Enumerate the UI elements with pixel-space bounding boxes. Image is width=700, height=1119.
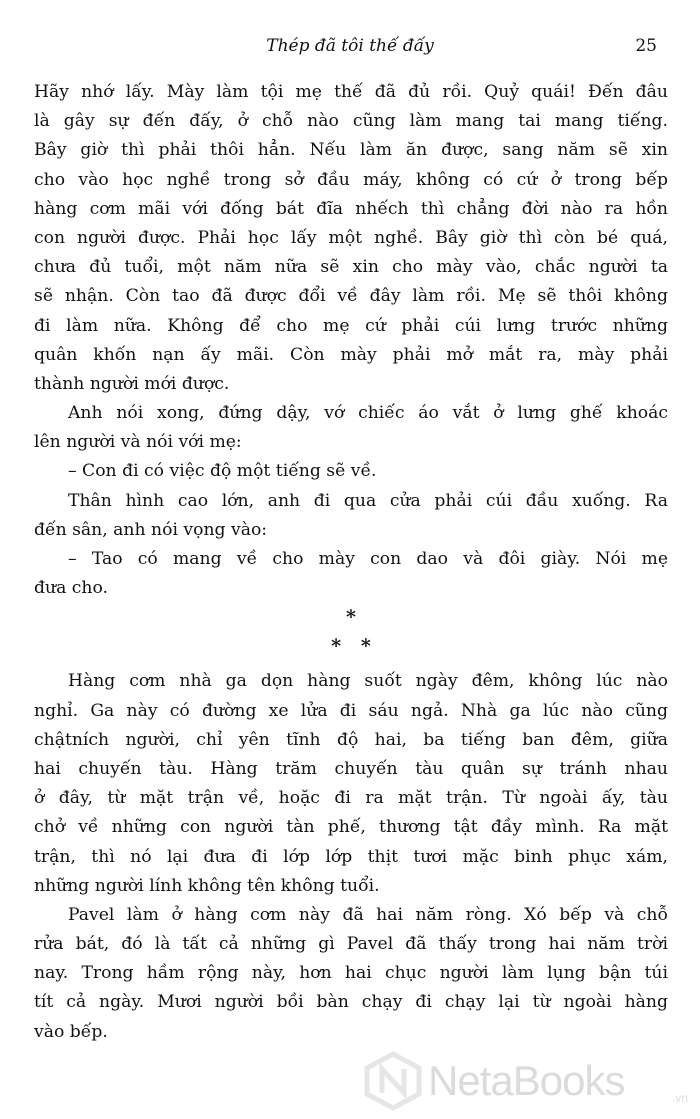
text-line: đưa cho. bbox=[34, 578, 108, 599]
text-line: vào bếp. bbox=[34, 1021, 108, 1042]
paragraph-3 bbox=[34, 487, 668, 545]
text-line: đi làm nữa. Không để cho mẹ cứ phải cúi lưng trước những bbox=[34, 315, 668, 336]
separator-asterisk-top: * bbox=[346, 606, 356, 629]
text-line: những người lính không tên không tuổi. bbox=[34, 875, 380, 896]
text-line: – Con đi có việc độ một tiếng sẽ về. bbox=[68, 461, 377, 482]
text-line: lên người và nói với mẹ: bbox=[34, 432, 242, 453]
page-number: 25 bbox=[635, 36, 657, 56]
text-line: Anh nói xong, đứng dậy, vớ chiếc áo vắt ở lưng ghế khoác bbox=[68, 403, 668, 424]
text-line: ở đây, từ mặt trận về, hoặc đi ra mặt trận. Từ ngoài ấy, tàu bbox=[34, 788, 668, 809]
dialogue-line-2 bbox=[34, 545, 668, 603]
text-line: chở về những con người tàn phế, thương tật đầy mình. Ra mặt bbox=[34, 817, 668, 838]
paragraph-1 bbox=[34, 78, 668, 399]
text-line: con người được. Phải học lấy một nghề. Bây giờ thì còn bé quá, bbox=[34, 227, 668, 248]
text-line: Pavel làm ở hàng cơm này đã hai năm ròng. Xó bếp và chỗ bbox=[68, 904, 668, 925]
text-line: – Tao có mang về cho mày con dao và đôi giày. Nói mẹ bbox=[68, 549, 668, 569]
watermark-brand: NetaBooks bbox=[428, 1057, 625, 1104]
text-line: đến sân, anh nói vọng vào: bbox=[34, 519, 268, 540]
running-title: Thép đã tôi thế đấy bbox=[266, 36, 434, 56]
text-line: chưa đủ tuổi, một năm nữa sẽ xin cho mày vào, chắc người ta bbox=[34, 257, 668, 278]
text-line: rửa bát, đó là tất cả những gì Pavel đã thấy trong hai năm trời bbox=[34, 934, 668, 955]
text-line: tít cả ngày. Mươi người bồi bàn chạy đi chạy lại từ ngoài hàng bbox=[34, 992, 668, 1013]
text-line: Thân hình cao lớn, anh đi qua cửa phải cúi đầu xuống. Ra bbox=[68, 490, 668, 511]
text-line: là gây sự đến đấy, ở chỗ nào cũng làm mang tai mang tiếng. bbox=[34, 111, 668, 132]
paragraph-5 bbox=[34, 901, 668, 1047]
text-line: quân khốn nạn ấy mãi. Còn mày phải mở mắt ra, mày phải bbox=[34, 344, 668, 365]
separator-asterisk-bottom: * * bbox=[331, 635, 371, 658]
text-line: Hàng cơm nhà ga dọn hàng suốt ngày đêm, không lúc nào bbox=[68, 671, 668, 692]
text-line: chậtních người, chỉ yên tĩnh độ hai, ba tiếng ban đêm, giữa bbox=[34, 729, 668, 750]
text-line: Bây giờ thì phải thôi hẳn. Nếu làm ăn được, sang năm sẽ xin bbox=[34, 140, 668, 161]
paragraph-2 bbox=[34, 399, 668, 457]
text-line: Hãy nhớ lấy. Mày làm tội mẹ thế đã đủ rồi. Quỷ quái! Đến đâu bbox=[34, 82, 668, 102]
text-line: trận, thì nó lại đưa đi lớp lớp thịt tươi mặc binh phục xám, bbox=[34, 846, 668, 867]
dialogue-line-1 bbox=[34, 457, 668, 486]
watermark-suffix: .vn bbox=[671, 1091, 688, 1105]
text-line: nghỉ. Ga này có đường xe lửa đi sáu ngả. Nhà ga lúc nào cũng bbox=[34, 700, 668, 721]
paragraph-4 bbox=[34, 667, 668, 901]
page-header bbox=[0, 28, 700, 64]
text-line: hàng cơm mãi với đống bát đĩa nhếch thì chẳng đời nào ra hồn bbox=[34, 198, 668, 219]
watermark bbox=[362, 1051, 692, 1111]
text-line: cho vào học nghề trong sở đầu máy, không có cứ ở trong bếp bbox=[34, 169, 668, 190]
netabooks-logo-icon bbox=[362, 1051, 424, 1111]
section-separator bbox=[34, 603, 668, 661]
text-line: thành người mới được. bbox=[34, 373, 230, 394]
text-line: sẽ nhận. Còn tao đã được đổi về đây làm rồi. Mẹ sẽ thôi không bbox=[34, 286, 668, 307]
text-line: hai chuyến tàu. Hàng trăm chuyến tàu quân sự tránh nhau bbox=[34, 758, 668, 779]
text-line: nay. Trong hầm rộng này, hơn hai chục người làm lụng bận túi bbox=[34, 963, 668, 984]
body-text bbox=[34, 78, 668, 1047]
